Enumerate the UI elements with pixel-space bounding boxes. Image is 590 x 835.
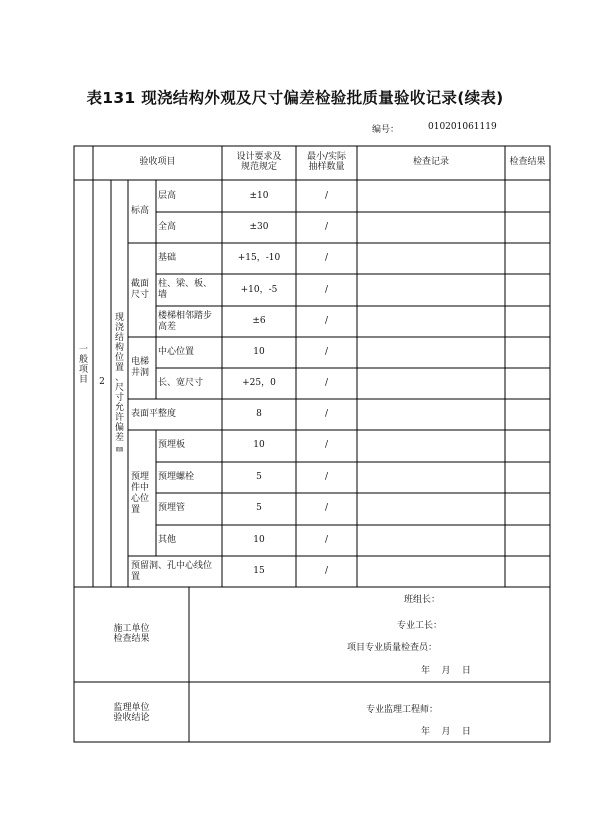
header-sample: 最小/实际 抽样数量 bbox=[306, 152, 347, 172]
group-embedded: 预埋 件中 心位 置 bbox=[131, 472, 150, 515]
row-name: 基础 bbox=[158, 253, 177, 263]
row-name: 全高 bbox=[158, 222, 177, 232]
serial-label: 编号： bbox=[372, 125, 400, 135]
row-sample: / bbox=[324, 472, 329, 482]
row-spec: 5 bbox=[256, 503, 262, 513]
row-name: 其他 bbox=[158, 535, 177, 545]
row-name: 长、宽尺寸 bbox=[158, 378, 204, 388]
row-sample: / bbox=[324, 285, 329, 295]
row-spec: 8 bbox=[256, 409, 262, 419]
supervision-engineer-label: 专业监理工程师： bbox=[366, 705, 439, 715]
row-spec: ±6 bbox=[252, 316, 266, 326]
row-spec: 15 bbox=[253, 566, 265, 576]
group-elevation: 标高 bbox=[131, 206, 150, 216]
header-item: 验收项目 bbox=[139, 157, 176, 167]
row-name: 预埋管 bbox=[158, 503, 186, 513]
row-spec: +10，-5 bbox=[240, 285, 278, 295]
row-spec: +25，0 bbox=[242, 378, 276, 388]
row-name: 表面平整度 bbox=[131, 409, 177, 419]
row-name: 中心位置 bbox=[158, 347, 195, 357]
supervision-date: 年 月 日 bbox=[421, 727, 471, 737]
header-result: 检查结果 bbox=[509, 157, 546, 167]
row-spec: 10 bbox=[253, 347, 265, 357]
page-title: 表131 现浇结构外观及尺寸偏差检验批质量验收记录(续表) bbox=[86, 89, 504, 107]
group-elevator: 电梯 井洞 bbox=[131, 357, 150, 378]
row-sample: / bbox=[324, 316, 329, 326]
row-name: 柱、梁、板、 墙 bbox=[158, 279, 213, 300]
header-record: 检查记录 bbox=[412, 157, 449, 167]
row-spec: 10 bbox=[253, 535, 265, 545]
header-design: 设计要求及 规范规定 bbox=[236, 152, 282, 172]
row-spec: 10 bbox=[253, 440, 265, 450]
category-label: 一 般 项 目 bbox=[78, 345, 88, 385]
row-name: 楼梯相邻踏步 高差 bbox=[158, 311, 213, 332]
construction-date: 年 月 日 bbox=[421, 666, 471, 676]
row-sample: / bbox=[324, 253, 329, 263]
row-sample: / bbox=[324, 191, 329, 201]
row-sample: / bbox=[324, 566, 329, 576]
team-leader-label: 班组长： bbox=[404, 595, 441, 605]
row-spec: ±10 bbox=[249, 191, 269, 201]
foreman-label: 专业工长： bbox=[397, 621, 443, 631]
serial-number: 010201061119 bbox=[428, 122, 497, 132]
row-name: 预埋螺栓 bbox=[158, 472, 195, 482]
row-sample: / bbox=[324, 535, 329, 545]
row-sample: / bbox=[324, 440, 329, 450]
item-name: 现 浇 结 构 位 置 、 尺 寸 允 许 偏 差 bbox=[114, 313, 124, 443]
row-sample: / bbox=[324, 378, 329, 388]
group-section: 截面 尺寸 bbox=[131, 279, 150, 300]
row-spec: +15，-10 bbox=[237, 253, 281, 263]
row-sample: / bbox=[324, 347, 329, 357]
construction-label: 施工单位 检查结果 bbox=[113, 624, 150, 644]
row-sample: / bbox=[324, 222, 329, 232]
row-name: 层高 bbox=[158, 191, 177, 201]
quality-inspector-label: 项目专业质量检查员： bbox=[347, 643, 438, 653]
row-spec: ±30 bbox=[249, 222, 269, 232]
item-unit: ㎜ bbox=[116, 445, 123, 453]
row-spec: 5 bbox=[256, 472, 262, 482]
row-name: 预埋板 bbox=[158, 440, 186, 450]
row-sample: / bbox=[324, 503, 329, 513]
supervision-label: 监理单位 验收结论 bbox=[113, 703, 150, 723]
row-sample: / bbox=[324, 409, 329, 419]
row-name: 预留洞、孔中心线位 置 bbox=[131, 561, 213, 582]
item-number: 2 bbox=[99, 377, 105, 387]
